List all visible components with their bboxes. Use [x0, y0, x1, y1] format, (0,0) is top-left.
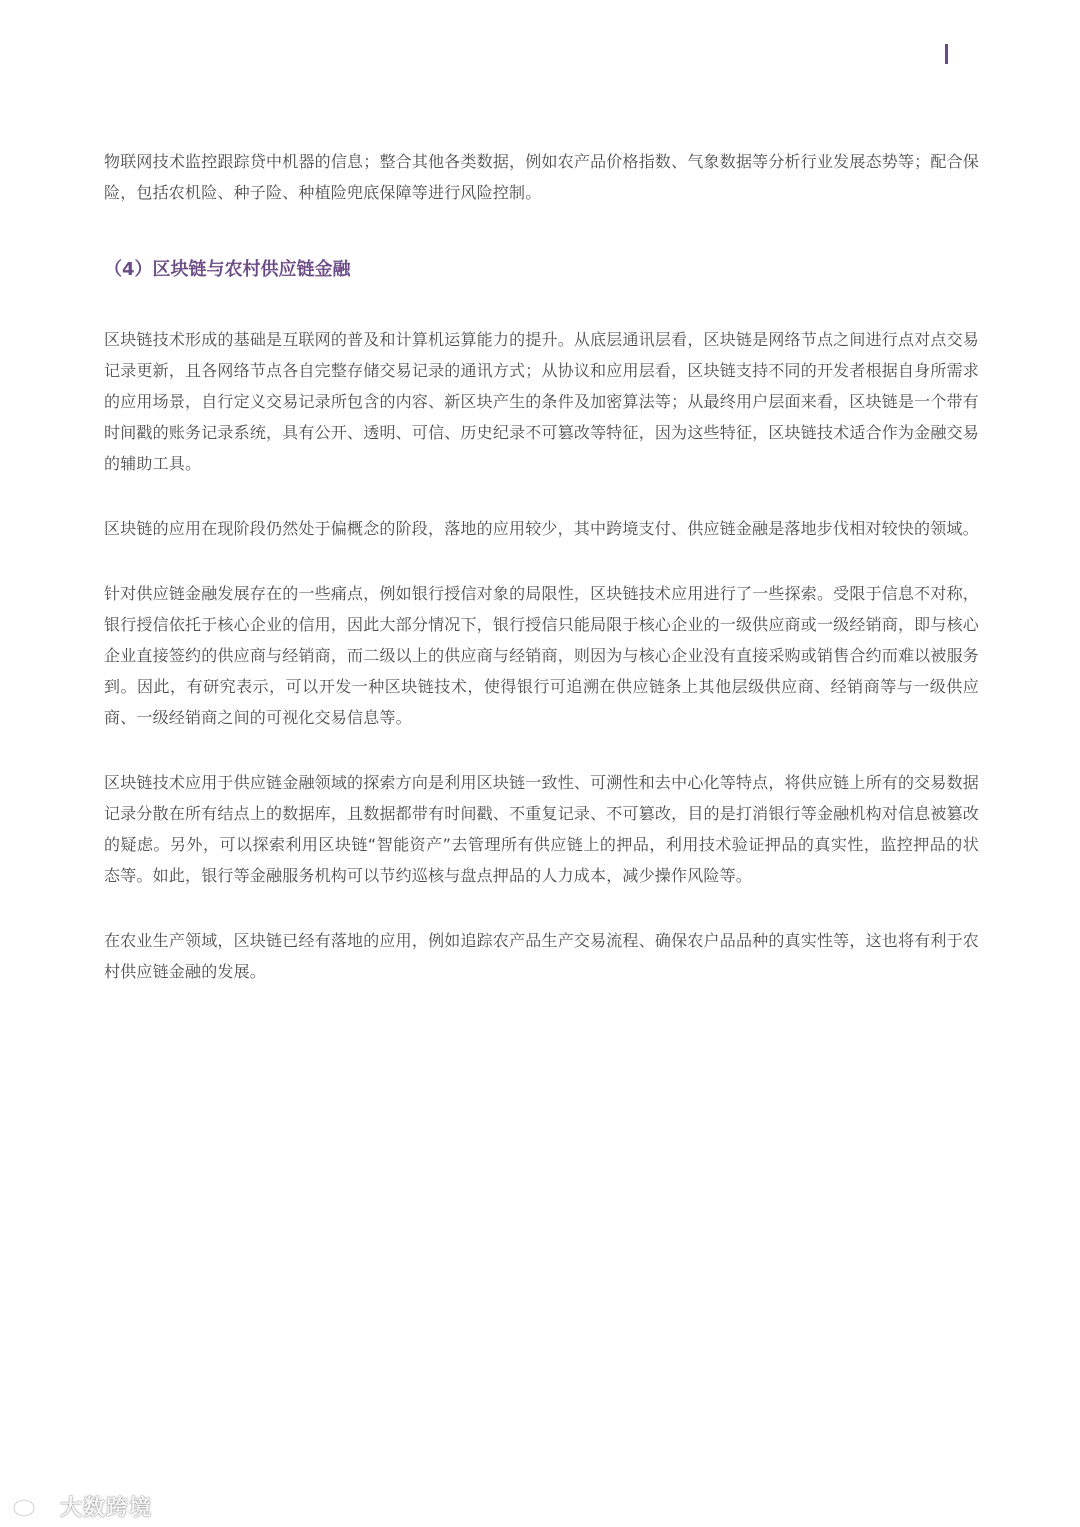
watermark-text: 大数跨境 [60, 1495, 153, 1521]
watermark [12, 1492, 152, 1520]
document-body [104, 146, 979, 987]
page-marker [945, 44, 948, 64]
paragraph-3: 区块链的应用在现阶段仍然处于偏概念的阶段，落地的应用较少，其中跨境支付、供应链金融是落地步伐相对较快的领域。 [104, 519, 979, 538]
paragraph-1: 物联网技术监控跟踪贷中机器的信息；整合其他各类数据，例如农产品价格指数、气象数据等分析行业发展态势等；配合保险，包括农机险、种子险、种植险兜底保障等进行风险控制。 [104, 152, 979, 202]
paragraph-4: 针对供应链金融发展存在的一些痛点，例如银行授信对象的局限性，区块链技术应用进行了一些探索。受限于信息不对称，银行授信依托于核心企业的信用，因此大部分情况下，银行授信只能局限于核心企业的一级供应商或一级经销商，即与核心企业直接签约的供应商与经销商，而二级以上的供应商与经销商，则因为与核心企业没有直接采购或销售合约而难以被服务到。因此，有研究表示，可以开发一种区块链技术，使得银行可追溯在供应链条上其他层级供应商、经销商等与一级供应商、一级经销商之间的可视化交易信息等。 [104, 584, 979, 727]
weibo-icon [12, 1494, 54, 1518]
paragraph-2: 区块链技术形成的基础是互联网的普及和计算机运算能力的提升。从底层通讯层看，区块链是网络节点之间进行点对点交易记录更新，且各网络节点各自完整存储交易记录的通讯方式；从协议和应用层看，区块链支持不同的开发者根据自身所需求的应用场景，自行定义交易记录所包含的内容、新区块产生的条件及加密算法等；从最终用户层面来看，区块链是一个带有时间戳的账务记录系统，具有公开、透明、可信、历史纪录不可篡改等特征，因为这些特征，区块链技术适合作为金融交易的辅助工具。 [104, 330, 979, 473]
paragraph-6: 在农业生产领域，区块链已经有落地的应用，例如追踪农产品生产交易流程、确保农户品品种的真实性等，这也将有利于农村供应链金融的发展。 [104, 931, 979, 981]
paragraph-5: 区块链技术应用于供应链金融领域的探索方向是利用区块链一致性、可溯性和去中心化等特点，将供应链上所有的交易数据记录分散在所有结点上的数据库，且数据都带有时间戳、不重复记录、不可篡改，目的是打消银行等金融机构对信息被篡改的疑虑。另外，可以探索利用区块链“智能资产”去管理所有供应链上的押品，利用技术验证押品的真实性，监控押品的状态等。如此，银行等金融服务机构可以节约巡核与盘点押品的人力成本，减少操作风险等。 [104, 773, 979, 885]
section-heading: （4）区块链与农村供应链金融 [104, 259, 351, 280]
